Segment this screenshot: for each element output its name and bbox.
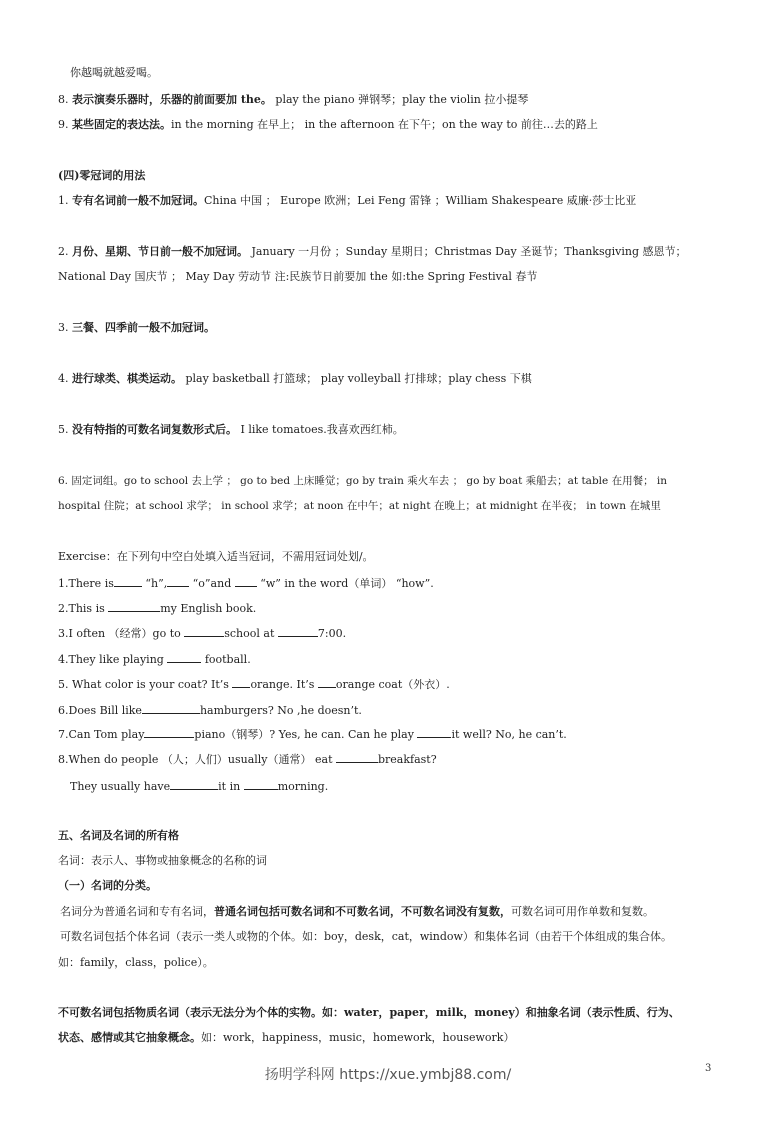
footer-watermark[interactable]: 扬明学科网 https://xue.ymbj88.com/ bbox=[264, 1067, 512, 1083]
exercise-title: Exercise：在下列句中空白处填入适当冠词，不需用冠词处划/。 bbox=[58, 550, 374, 563]
zero-rule-1-bold: 专有名词前一般不加冠词。 bbox=[72, 194, 204, 207]
q6-text-a: 6.Does Bill like bbox=[58, 704, 142, 717]
q5-text-c: orange coat（外衣）. bbox=[335, 678, 450, 691]
zero-rule-3-bold: 三餐、四季前一般不加冠词。 bbox=[72, 321, 215, 334]
q1-text-c: “o”and bbox=[189, 577, 235, 590]
noun-definition: 名词：表示人、事物或抽象概念的名称的词 bbox=[58, 854, 267, 867]
uncountable-paragraph-2 bbox=[58, 1031, 514, 1045]
q6-text-b: hamburgers? No ,he doesn’t. bbox=[199, 704, 362, 717]
noun-paragraph-2: 可数名词包括个体名词（表示一类人或物的个体。如：boy，desk，cat，window）和集体名词（由若干个体组成的集合体。 bbox=[60, 930, 672, 943]
zero-rule-6-line2: hospital 住院；at school 求学； in school 求学；at noon 在中午；at night 在晚上；at midnight 在半夜； in town 在城里 bbox=[58, 500, 661, 512]
zero-rule-4 bbox=[58, 372, 532, 386]
q2-text-a: 2.This is bbox=[58, 602, 109, 615]
zero-rule-4-rest: play basketball 打篮球； play volleyball 打排球；play chess 下棋 bbox=[182, 372, 532, 385]
zero-rule-1-num: 1. bbox=[58, 194, 69, 207]
q4-blank-1[interactable] bbox=[167, 652, 201, 663]
p1-text-c: 可数名词可用作单数和复数。 bbox=[511, 905, 654, 918]
q3-text-b: school at bbox=[224, 627, 278, 640]
q5-text-a: 5. What color is your coat? It’s bbox=[58, 678, 233, 691]
exercise-q1 bbox=[58, 576, 434, 591]
q2-blank-1[interactable] bbox=[108, 601, 160, 612]
zero-rule-2-line2: National Day 国庆节 ； May Day 劳动节 注:民族节日前要加 the 如:the Spring Festival 春节 bbox=[58, 270, 538, 283]
rule-9 bbox=[58, 118, 598, 132]
intro-line: 你越喝就越爱喝。 bbox=[70, 66, 158, 79]
zero-article-title: (四)零冠词的用法 bbox=[58, 169, 146, 182]
q7-blank-2[interactable] bbox=[417, 727, 451, 738]
noun-paragraph-3: 如：family，class，police）。 bbox=[58, 956, 214, 969]
zero-rule-1-rest: China 中国 ； Europe 欧洲；Lei Feng 雷锋 ；William Shakespeare 威廉·莎士比亚 bbox=[204, 194, 637, 207]
q4-text-b: football. bbox=[201, 653, 251, 666]
exercise-q7 bbox=[58, 727, 567, 742]
zero-rule-2 bbox=[58, 245, 687, 259]
q3-blank-1[interactable] bbox=[184, 626, 224, 637]
q8-blank-1[interactable] bbox=[336, 752, 378, 763]
zero-rule-3-num: 3. bbox=[58, 321, 69, 334]
q8b-text-c: morning. bbox=[277, 780, 329, 793]
zero-rule-1 bbox=[58, 194, 636, 208]
q8b-blank-2[interactable] bbox=[244, 779, 278, 790]
exercise-q3 bbox=[58, 626, 346, 641]
zero-rule-5-rest: I like tomatoes.我喜欢西红柿。 bbox=[237, 423, 404, 436]
zero-rule-4-num: 4. bbox=[58, 372, 69, 385]
section-5-title: 五、名词及名词的所有格 bbox=[58, 829, 179, 842]
exercise-q5 bbox=[58, 677, 450, 692]
rule-8-num: 8. bbox=[58, 93, 69, 106]
uncountable-paragraph-1: 不可数名词包括物质名词（表示无法分为个体的实物。如：water，paper，milk，money）和抽象名词（表示性质、行为、 bbox=[58, 1006, 680, 1019]
zero-rule-2-num: 2. bbox=[58, 245, 69, 258]
noun-classification-title: （一）名词的分类。 bbox=[58, 879, 157, 892]
q5-blank-2[interactable] bbox=[318, 677, 336, 688]
rule-8 bbox=[58, 93, 528, 107]
noun-paragraph-1 bbox=[60, 905, 654, 919]
q8b-blank-1[interactable] bbox=[170, 779, 218, 790]
p5-text-rest: 如：work，happiness，music，homework，housework） bbox=[201, 1031, 515, 1044]
rule-9-bold: 某些固定的表达法。 bbox=[72, 118, 171, 131]
q1-text-a: 1.There is bbox=[58, 577, 114, 590]
p1-text-bold: 普通名词包括可数名词和不可数名词，不可数名词没有复数， bbox=[214, 905, 511, 918]
zero-rule-5-bold: 没有特指的可数名词复数形式后。 bbox=[72, 423, 237, 436]
rule-8-bold: 表示演奏乐器时，乐器的前面要加 the。 bbox=[72, 93, 272, 106]
q8-text-b: breakfast? bbox=[377, 753, 437, 766]
q2-text-b: my English book. bbox=[160, 602, 257, 615]
q8b-text-b: it in bbox=[218, 780, 244, 793]
zero-rule-3 bbox=[58, 321, 215, 335]
q7-text-b: piano（钢琴）? Yes, he can. Can he play bbox=[194, 728, 418, 741]
q1-text-d: “w” in the word（单词） “how”. bbox=[256, 577, 434, 590]
p5-text-bold: 状态、感情或其它抽象概念。 bbox=[58, 1031, 201, 1044]
exercise-q6 bbox=[58, 703, 362, 718]
q4-text-a: 4.They like playing bbox=[58, 653, 168, 666]
zero-rule-5 bbox=[58, 423, 404, 437]
page-number: 3 bbox=[705, 1063, 712, 1074]
q7-text-c: it well? No, he can’t. bbox=[451, 728, 567, 741]
q1-text-b: “h”, bbox=[141, 577, 168, 590]
zero-rule-5-num: 5. bbox=[58, 423, 69, 436]
q1-blank-2[interactable] bbox=[167, 576, 189, 587]
rule-8-rest: play the piano 弹钢琴；play the violin 拉小提琴 bbox=[271, 93, 529, 106]
q1-blank-1[interactable] bbox=[114, 576, 142, 587]
zero-rule-2-bold: 月份、星期、节日前一般不加冠词。 bbox=[72, 245, 248, 258]
q8-text-a: 8.When do people （人；人们）usually（通常） eat bbox=[58, 753, 336, 766]
exercise-q2 bbox=[58, 601, 256, 616]
zero-rule-2-rest: January 一月份 ；Sunday 星期日；Christmas Day 圣诞节；Thanksgiving 感恩节； bbox=[248, 245, 687, 258]
q6-blank-1[interactable] bbox=[142, 703, 200, 714]
q5-text-b: orange. It’s bbox=[250, 678, 318, 691]
zero-rule-4-bold: 进行球类、棋类运动。 bbox=[72, 372, 182, 385]
exercise-q8-line2 bbox=[70, 779, 328, 794]
zero-rule-6-line1: 6. 固定词组。go to school 去上学 ； go to bed 上床睡觉；go by train 乘火车去 ； go by boat 乘船去；at table 在用餐； in bbox=[58, 475, 668, 487]
q7-text-a: 7.Can Tom play bbox=[58, 728, 145, 741]
q3-text-c: 7:00. bbox=[317, 627, 347, 640]
exercise-q4 bbox=[58, 652, 251, 667]
q3-text-a: 3.I often （经常）go to bbox=[58, 627, 185, 640]
q7-blank-1[interactable] bbox=[144, 727, 194, 738]
rule-9-num: 9. bbox=[58, 118, 69, 131]
exercise-q8 bbox=[58, 752, 437, 767]
p1-text-a: 名词分为普通名词和专有名词， bbox=[60, 905, 214, 918]
q5-blank-1[interactable] bbox=[232, 677, 250, 688]
q1-blank-3[interactable] bbox=[235, 576, 257, 587]
q3-blank-2[interactable] bbox=[278, 626, 318, 637]
q8b-text-a: They usually have bbox=[70, 780, 171, 793]
rule-9-rest: in the morning 在早上； in the afternoon 在下午；on the way to 前往…去的路上 bbox=[171, 118, 598, 131]
